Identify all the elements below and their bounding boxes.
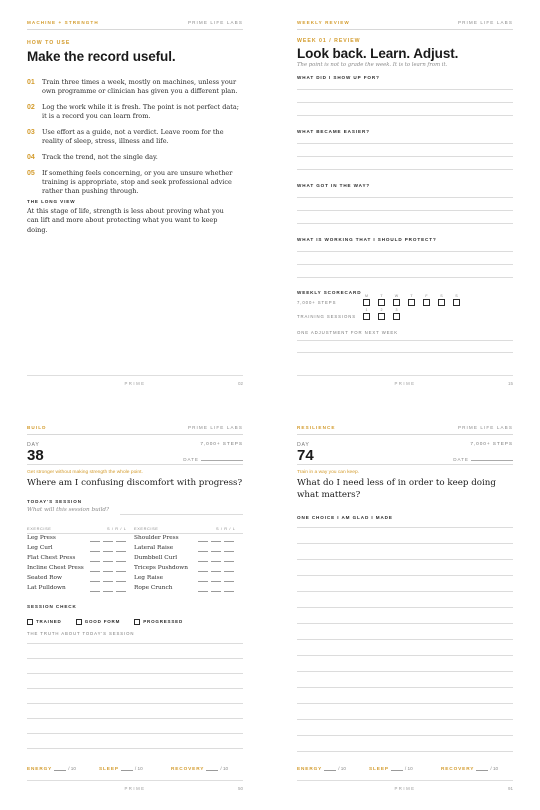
step-number: 05: [27, 169, 35, 177]
footer-brand: PRIME: [124, 786, 146, 791]
page-number: 91: [507, 785, 513, 791]
date-label: DATE: [183, 457, 199, 462]
srl-entry-line[interactable]: [211, 551, 221, 552]
step-number: 04: [27, 153, 35, 161]
brand-label: PRIME LIFE LABS: [457, 20, 513, 25]
meter-input[interactable]: [391, 766, 403, 771]
section-label: WEEKLY REVIEW: [297, 20, 350, 25]
brand-label: PRIME LIFE LABS: [187, 425, 243, 430]
adjustment-label: ONE ADJUSTMENT FOR NEXT WEEK: [297, 330, 398, 335]
page-footer: [27, 780, 243, 790]
srl-entry-line[interactable]: [198, 551, 208, 552]
session-check-label: SESSION CHECK: [27, 604, 77, 609]
writing-line[interactable]: [27, 718, 243, 719]
steps-target: 7,000+ STEPS: [200, 442, 243, 447]
running-header: [27, 425, 243, 435]
writing-line[interactable]: [297, 115, 513, 116]
writing-line[interactable]: [297, 671, 513, 672]
recovery-meter[interactable]: [441, 766, 498, 771]
meter-input[interactable]: [476, 766, 488, 771]
day-label: M: [365, 294, 368, 298]
writing-line[interactable]: [27, 703, 243, 704]
section-label: BUILD: [27, 425, 47, 430]
srl-entry-line[interactable]: [103, 541, 113, 542]
section-label: MACHINE + STRENGTH: [27, 20, 99, 25]
brand-label: PRIME LIFE LABS: [187, 20, 243, 25]
energy-meter[interactable]: [27, 766, 76, 771]
page-footer: [27, 375, 243, 385]
writing-line[interactable]: [297, 655, 513, 656]
srl-entry-line[interactable]: [198, 571, 208, 572]
meter-label: RECOVERY: [171, 766, 205, 771]
exercise-name: Dumbbell Curl: [134, 555, 178, 561]
writing-line[interactable]: [27, 643, 243, 644]
srl-entry-line[interactable]: [116, 591, 126, 592]
srl-entry-line[interactable]: [116, 561, 126, 562]
srl-entry-line[interactable]: [90, 551, 100, 552]
exercise-name: Lateral Raise: [134, 545, 174, 551]
recovery-meter[interactable]: [171, 766, 228, 771]
date-label: DATE: [453, 457, 469, 462]
writing-line[interactable]: [297, 156, 513, 157]
question-label: WHAT GOT IN THE WAY?: [297, 183, 371, 188]
list-item: [27, 128, 242, 146]
divider: [297, 464, 513, 465]
step-text: Use effort as a guide, not a verdict. Leave room for the reality of sleep, stress, illness and life.: [42, 128, 224, 145]
divider: [27, 464, 243, 465]
writing-line[interactable]: [297, 527, 513, 528]
question-label: WHAT BECAME EASIER?: [297, 129, 370, 134]
page-number: 02: [237, 380, 243, 386]
tagline: Get stronger without making strength the whole point.: [27, 470, 143, 475]
srl-entry-line[interactable]: [224, 561, 234, 562]
writing-line[interactable]: [27, 733, 243, 734]
srl-entry-line[interactable]: [211, 581, 221, 582]
step-day-checkbox[interactable]: [453, 299, 460, 306]
col-header-exercise: EXERCISE: [134, 526, 159, 531]
step-day-checkbox[interactable]: [423, 299, 430, 306]
running-header: [297, 425, 513, 435]
header-rule: [297, 434, 513, 435]
col-header-srl: S / R / L: [107, 526, 127, 531]
writing-line[interactable]: [297, 143, 513, 144]
steps-target: 7,000+ STEPS: [470, 442, 513, 447]
srl-entry-line[interactable]: [103, 581, 113, 582]
day-label: T: [380, 294, 383, 298]
step-text: Track the trend, not the single day.: [42, 153, 158, 161]
day-label: DAY: [297, 442, 310, 448]
step-number: 01: [27, 78, 35, 86]
srl-entry-line[interactable]: [116, 571, 126, 572]
meter-scale: / 10: [68, 766, 77, 771]
training-row-label: TRAINING SESSIONS: [297, 314, 356, 319]
sleep-meter[interactable]: [99, 766, 143, 771]
scorecard-label: WEEKLY SCORECARD: [297, 290, 362, 295]
day-number: 38: [27, 447, 44, 464]
srl-entry-line[interactable]: [103, 591, 113, 592]
meter-scale: / 10: [220, 766, 229, 771]
check-label: GOOD FORM: [84, 619, 121, 624]
session-placeholder: What will this session build?: [27, 507, 110, 513]
question-label: WHAT IS WORKING THAT I SHOULD PROTECT?: [297, 237, 437, 242]
writing-line[interactable]: [27, 748, 243, 749]
check-label: TRAINED: [36, 619, 62, 624]
srl-entry-line[interactable]: [198, 581, 208, 582]
header-rule: [297, 29, 513, 30]
step-number: 02: [27, 103, 35, 111]
list-item: [27, 169, 242, 196]
srl-entry-line[interactable]: [224, 551, 234, 552]
col-header-exercise: EXERCISE: [27, 526, 52, 531]
srl-entry-line[interactable]: [90, 581, 100, 582]
daily-prompt: Where am I confusing discomfort with progress?: [27, 478, 243, 488]
srl-entry-line[interactable]: [116, 581, 126, 582]
meter-label: RECOVERY: [441, 766, 475, 771]
step-text: Train three times a week, mostly on machines, unless your own programme or clinician has given you a different plan.: [42, 78, 238, 95]
srl-entry-line[interactable]: [116, 541, 126, 542]
writing-line[interactable]: [297, 352, 513, 353]
session-checkbox[interactable]: [378, 313, 385, 320]
day-label: S: [440, 294, 443, 298]
truth-label: THE TRUTH ABOUT TODAY'S SESSION: [27, 631, 135, 636]
exercise-name: Leg Raise: [134, 575, 164, 581]
writing-line[interactable]: [297, 687, 513, 688]
writing-line[interactable]: [297, 340, 513, 341]
meter-input[interactable]: [324, 766, 336, 771]
meter-scale: / 10: [490, 766, 499, 771]
srl-entry-line[interactable]: [90, 591, 100, 592]
table-rule: [27, 533, 243, 534]
srl-entry-line[interactable]: [90, 571, 100, 572]
page-title: Look back. Learn. Adjust.: [297, 46, 459, 61]
page-footer: [297, 375, 513, 385]
exercise-name: Leg Curl: [27, 545, 53, 551]
step-day-checkbox[interactable]: [393, 299, 400, 306]
srl-entry-line[interactable]: [198, 591, 208, 592]
page-resilience-day: [270, 405, 540, 810]
page-weekly-review: [270, 0, 540, 405]
writing-line[interactable]: [297, 751, 513, 752]
writing-line[interactable]: [297, 703, 513, 704]
choice-label: ONE CHOICE I AM GLAD I MADE: [297, 515, 393, 520]
srl-entry-line[interactable]: [103, 551, 113, 552]
writing-line[interactable]: [297, 591, 513, 592]
meter-label: SLEEP: [99, 766, 119, 771]
exercise-name: Shoulder Press: [134, 535, 179, 541]
writing-line[interactable]: [297, 210, 513, 211]
step-day-checkbox[interactable]: [378, 299, 385, 306]
meter-input[interactable]: [121, 766, 133, 771]
day-label: DAY: [27, 442, 40, 448]
tagline: Train in a way you can keep.: [297, 470, 360, 475]
long-view-label: THE LONG VIEW: [27, 199, 76, 204]
exercise-name: Flat Chest Press: [27, 555, 76, 561]
writing-line[interactable]: [27, 673, 243, 674]
srl-entry-line[interactable]: [224, 541, 234, 542]
list-item: [27, 153, 242, 162]
step-text: If something feels concerning, or you are unsure whether training is appropriate, stop and seek professional advice rather than pushing through.: [42, 169, 233, 195]
exercise-name: Seated Row: [27, 575, 62, 581]
page-kicker: HOW TO USE: [27, 40, 71, 46]
list-item: [27, 78, 242, 96]
good-form-checkbox[interactable]: [76, 619, 82, 625]
page-kicker: WEEK 01 / REVIEW: [297, 38, 361, 44]
footer-brand: PRIME: [394, 381, 416, 386]
writing-line[interactable]: [27, 658, 243, 659]
question-label: WHAT DID I SHOW UP FOR?: [297, 75, 380, 80]
srl-entry-line[interactable]: [103, 571, 113, 572]
writing-line[interactable]: [297, 89, 513, 90]
day-label: T: [410, 294, 413, 298]
footer-brand: PRIME: [394, 786, 416, 791]
writing-line[interactable]: [297, 639, 513, 640]
srl-entry-line[interactable]: [103, 561, 113, 562]
srl-entry-line[interactable]: [224, 581, 234, 582]
meter-label: SLEEP: [369, 766, 389, 771]
exercise-name: Lat Pulldown: [27, 585, 66, 591]
srl-entry-line[interactable]: [211, 561, 221, 562]
session-number: 2: [380, 308, 383, 312]
page-subtitle: The point is not to grade the week. It is to learn from it.: [297, 62, 448, 68]
daily-prompt: What do I need less of in order to keep doing what matters?: [297, 478, 496, 500]
session-check-row: [27, 611, 192, 630]
meter-input[interactable]: [54, 766, 66, 771]
meter-label: ENERGY: [27, 766, 53, 771]
energy-meter[interactable]: [297, 766, 346, 771]
meter-scale: / 10: [404, 766, 413, 771]
writing-line[interactable]: [297, 575, 513, 576]
exercise-name: Incline Chest Press: [27, 565, 84, 571]
session-checkbox[interactable]: [393, 313, 400, 320]
trained-checkbox[interactable]: [27, 619, 33, 625]
step-day-checkbox[interactable]: [438, 299, 445, 306]
long-view-text: At this stage of life, strength is less about proving what you can lift and more about protecting what you want to keep doing.: [27, 207, 224, 234]
writing-line[interactable]: [297, 719, 513, 720]
srl-entry-line[interactable]: [211, 541, 221, 542]
running-header: [27, 20, 243, 30]
writing-line[interactable]: [297, 559, 513, 560]
writing-line[interactable]: [297, 607, 513, 608]
meter-scale: / 10: [338, 766, 347, 771]
progressed-checkbox[interactable]: [134, 619, 140, 625]
session-checkbox[interactable]: [363, 313, 370, 320]
writing-line[interactable]: [297, 277, 513, 278]
col-header-srl: S / R / L: [216, 526, 236, 531]
header-rule: [27, 434, 243, 435]
brand-label: PRIME LIFE LABS: [457, 425, 513, 430]
meter-scale: / 10: [134, 766, 143, 771]
srl-entry-line[interactable]: [198, 541, 208, 542]
steps-list: [27, 78, 242, 203]
srl-entry-line[interactable]: [116, 551, 126, 552]
check-label: PROGRESSED: [143, 619, 184, 624]
footer-brand: PRIME: [124, 381, 146, 386]
step-number: 03: [27, 128, 35, 136]
exercise-name: Triceps Pushdown: [134, 565, 188, 571]
writing-line[interactable]: [297, 223, 513, 224]
page-how-to-use: [0, 0, 270, 405]
steps-row-label: 7,000+ STEPS: [297, 300, 337, 305]
day-label: S: [455, 294, 458, 298]
header-rule: [27, 29, 243, 30]
srl-entry-line[interactable]: [211, 591, 221, 592]
sleep-meter[interactable]: [369, 766, 413, 771]
writing-line[interactable]: [297, 735, 513, 736]
writing-line[interactable]: [27, 688, 243, 689]
meter-input[interactable]: [206, 766, 218, 771]
writing-line[interactable]: [297, 623, 513, 624]
srl-entry-line[interactable]: [224, 591, 234, 592]
meter-label: ENERGY: [297, 766, 323, 771]
page-build-day: [0, 405, 270, 810]
step-day-checkbox[interactable]: [408, 299, 415, 306]
writing-line[interactable]: [297, 543, 513, 544]
step-day-checkbox[interactable]: [363, 299, 370, 306]
session-number: 1: [365, 308, 368, 312]
day-number: 74: [297, 447, 314, 464]
date-field[interactable]: [183, 457, 243, 462]
writing-line[interactable]: [297, 251, 513, 252]
writing-line[interactable]: [297, 102, 513, 103]
section-label: RESILIENCE: [297, 425, 336, 430]
page-number: 50: [237, 785, 243, 791]
srl-entry-line[interactable]: [224, 571, 234, 572]
session-number: 3: [395, 308, 398, 312]
page-number: 15: [507, 380, 513, 386]
step-text: Log the work while it is fresh. The point is not perfect data; it is a record you can learn from.: [42, 103, 239, 120]
exercise-name: Rope Crunch: [134, 585, 173, 591]
srl-entry-line[interactable]: [90, 541, 100, 542]
day-label: W: [394, 294, 399, 298]
day-label: F: [425, 294, 428, 298]
writing-line[interactable]: [297, 169, 513, 170]
date-field[interactable]: [453, 457, 513, 462]
writing-line[interactable]: [297, 264, 513, 265]
page-title: Make the record useful.: [27, 49, 176, 64]
list-item: [27, 103, 242, 121]
srl-entry-line[interactable]: [211, 571, 221, 572]
page-footer: [297, 780, 513, 790]
srl-entry-line[interactable]: [198, 561, 208, 562]
writing-line[interactable]: [297, 197, 513, 198]
exercise-name: Leg Press: [27, 535, 56, 541]
srl-entry-line[interactable]: [90, 561, 100, 562]
running-header: [297, 20, 513, 30]
session-input-line[interactable]: [120, 514, 243, 515]
session-label: TODAY'S SESSION: [27, 499, 82, 504]
